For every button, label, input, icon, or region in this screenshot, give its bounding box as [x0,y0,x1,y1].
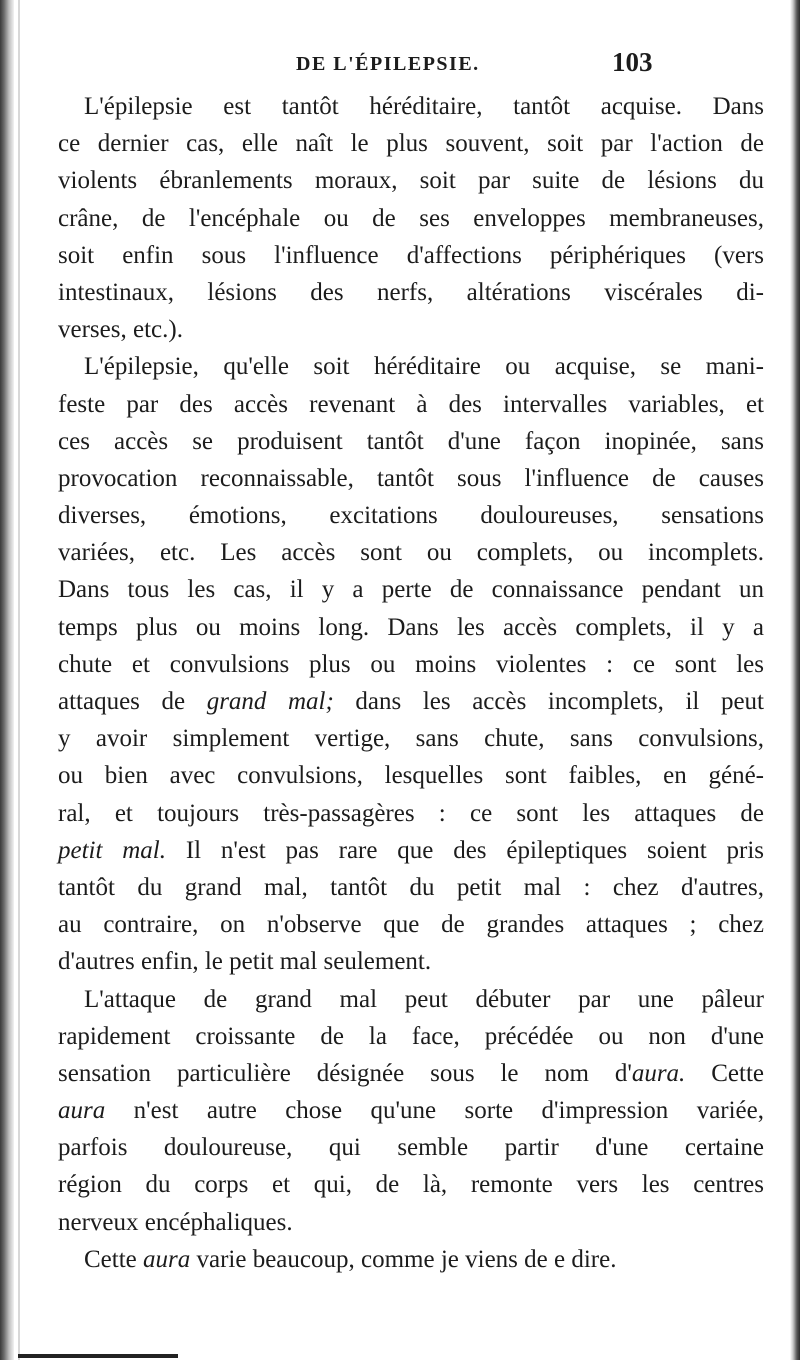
text-segment: verses, etc.). [58,316,183,344]
text-segment: dans les accès incomplets, il peut [333,688,764,715]
text-segment: au contraire, on n'observe que de grandes attaques ; chez [58,911,764,939]
page-number: 103 [612,47,653,77]
text-line [58,1204,764,1241]
text-segment: L'épilepsie est tantôt héréditaire, tantôt acquise. Dans [84,93,764,120]
text-segment: soit enfin sous l'influence d'affections périphériques (vers [58,241,764,269]
text-line [58,162,764,199]
text-line [58,1055,764,1092]
bottom-edge-mark [18,1354,178,1358]
text-segment: Il n'est pas rare que des épileptiques soient pris [166,836,764,864]
text-line [58,497,764,534]
italic-term: aura [58,1097,106,1125]
text-segment: Dans tous les cas, il y a perte de connaissance pendant un [58,576,764,604]
running-title: DE L'ÉPILEPSIE. [296,53,480,75]
text-line [58,460,764,497]
text-segment: ces accès se produisent tantôt d'une façon inopinée, sans [58,427,764,455]
text-segment: attaques de [58,688,207,715]
text-segment: variées, etc. Les accès sont ou complets, ou incomplets. [58,539,764,567]
text-line [58,1166,764,1203]
text-segment: Cette [84,1245,144,1273]
text-line [58,832,764,869]
italic-term: aura. [631,1059,686,1087]
book-binding-shadow [0,0,14,1360]
text-line [58,571,764,608]
text-segment: varie beaucoup, comme je viens de e dire. [190,1245,617,1273]
text-segment: provocation reconnaissable, tantôt sous l'influence de causes [58,464,764,492]
text-line [58,683,764,720]
text-segment: violents ébranlements moraux, soit par suite de lésions du [58,167,764,195]
text-segment: région du corps et qui, de là, remonte vers les centres [58,1171,764,1199]
text-segment: ral, et toujours très-passagères : ce sont les attaques de [58,799,764,827]
text-line [58,200,764,237]
text-segment: L'épilepsie, qu'elle soit héréditaire ou acquise, se mani- [84,353,764,381]
text-line [58,795,764,832]
text-line [58,348,764,385]
text-segment: feste par des accès revenant à des intervalles variables, et [58,390,764,418]
italic-term: petit mal. [58,836,166,864]
text-line [58,646,764,683]
text-segment: intestinaux, lésions des nerfs, altérations viscérales di- [58,278,764,306]
text-line [58,1018,764,1055]
text-segment: L'attaque de grand mal peut débuter par une pâleur [84,985,764,1013]
text-line [58,423,764,460]
text-line [58,906,764,943]
text-segment: chute et convulsions plus ou moins violentes : ce sont les [58,650,764,678]
text-segment: rapidement croissante de la face, précédée ou non d'une [58,1022,764,1050]
text-segment: tantôt du grand mal, tantôt du petit mal : chez d'autres, [58,873,764,901]
text-segment: sensation particulière désignée sous le nom d' [58,1059,632,1087]
text-line [58,386,764,423]
body-text [58,88,764,1278]
text-segment: nerveux encéphaliques. [58,1208,293,1236]
text-segment: diverses, émotions, excitations douloureuses, sensations [58,502,764,530]
text-line [58,981,764,1018]
text-line [58,943,764,980]
text-line [58,237,764,274]
text-segment: crâne, de l'encéphale ou de ses enveloppes membraneuses, [58,204,764,232]
italic-term: aura [143,1245,191,1273]
text-line [58,720,764,757]
text-segment: d'autres enfin, le petit mal seulement. [58,948,432,976]
running-head [0,47,800,87]
text-line [58,88,764,125]
page-edge-shadow [790,0,800,1360]
text-line [58,311,764,348]
text-line [58,1092,764,1129]
text-line [58,869,764,906]
text-segment: y avoir simplement vertige, sans chute, sans convulsions, [58,725,764,753]
binding-rule [18,0,20,1360]
text-segment: temps plus ou moins long. Dans les accès complets, il y a [58,613,764,641]
text-line [58,609,764,646]
text-line [58,534,764,571]
text-segment: parfois douloureuse, qui semble partir d'une certaine [58,1134,764,1162]
text-line [58,1241,764,1278]
text-line [58,274,764,311]
text-segment: ou bien avec convulsions, lesquelles sont faibles, en géné- [58,762,764,790]
italic-term: grand mal; [206,688,334,715]
text-line [58,757,764,794]
text-segment: n'est autre chose qu'une sorte d'impression variée, [105,1097,764,1125]
text-segment: ce dernier cas, elle naît le plus souvent, soit par l'action de [58,130,764,158]
text-line [58,1129,764,1166]
text-line [58,125,764,162]
text-segment: Cette [685,1059,764,1087]
